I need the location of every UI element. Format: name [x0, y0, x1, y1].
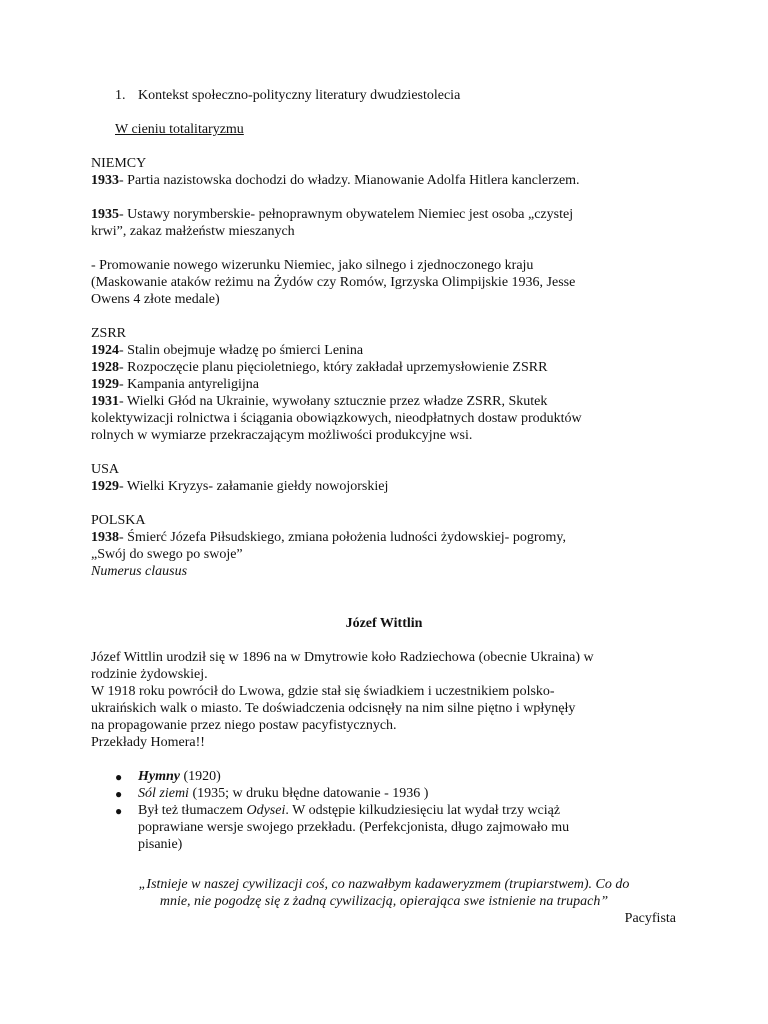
event-year: 1935 — [91, 207, 119, 222]
section-subtitle: W cieniu totalitaryzmu — [115, 122, 244, 137]
event-text: - Wielki Kryzys- załamanie giełdy nowojorskiej — [119, 479, 389, 494]
numerus-clausus: Numerus clausus — [91, 564, 188, 579]
list-item — [138, 768, 221, 785]
event-text: - Kampania antyreligijna — [119, 377, 259, 392]
list-text: Był też tłumaczem — [138, 803, 247, 818]
wittlin-title: Józef Wittlin — [345, 616, 423, 631]
country-label-usa: USA — [91, 462, 120, 477]
country-label-polska: POLSKA — [91, 513, 146, 528]
section-heading: Kontekst społeczno-polityczny literatury dwudziestolecia — [138, 88, 461, 103]
list-item — [138, 785, 428, 802]
event-text: - Stalin obejmuje władzę po śmierci Lenina — [119, 343, 364, 358]
event-line — [91, 529, 566, 546]
event-text: - Rozpoczęcie planu pięcioletniego, który zakładał uprzemysłowienie ZSRR — [119, 360, 548, 375]
work-title: Hymny — [138, 769, 180, 784]
event-line — [91, 376, 259, 393]
paragraph-line: ukraińskich walk o miasto. Te doświadczenia odcisnęły na nim silne piętno i wpłynęły — [91, 701, 576, 716]
work-date: (1935; w druku błędne datowanie - 1936 ) — [188, 786, 429, 801]
paragraph-line: - Promowanie nowego wizerunku Niemiec, jako silnego i zjednoczonego kraju — [91, 258, 534, 273]
paragraph-line: Józef Wittlin urodził się w 1896 na w Dmytrowie koło Radziechowa (obecnie Ukraina) w — [91, 650, 594, 665]
bullet-icon: ● — [115, 770, 123, 784]
event-text: „Swój do swego po swoje” — [91, 547, 243, 562]
paragraph-line: (Maskowanie ataków reżimu na Żydów czy Romów, Igrzyska Olimpijskie 1936, Jesse — [91, 275, 576, 290]
event-text: - Wielki Głód na Ukrainie, wywołany sztucznie przez władze ZSRR, Skutek — [119, 394, 548, 409]
bullet-icon: ● — [115, 787, 123, 801]
list-number: 1. — [115, 88, 126, 103]
paragraph-line: Przekłady Homera!! — [91, 735, 205, 750]
event-year: 1931 — [91, 394, 119, 409]
event-line — [91, 342, 363, 359]
event-year: 1929 — [91, 377, 119, 392]
list-text: pisanie) — [138, 837, 183, 852]
event-text: - Ustawy norymberskie- pełnoprawnym obywatelem Niemiec jest osoba „czystej — [119, 207, 574, 222]
event-line — [91, 359, 547, 376]
list-item — [138, 802, 560, 819]
event-line — [91, 478, 388, 495]
event-line — [91, 393, 547, 410]
quote-line: mnie, nie pogodzę się z żadną cywilizacją, opierająca swe istnienie na trupach” — [159, 894, 609, 909]
paragraph-line: W 1918 roku powrócił do Lwowa, gdzie stał się świadkiem i uczestnikiem polsko- — [91, 684, 555, 699]
quote-signature: Pacyfista — [624, 911, 676, 926]
event-line — [91, 206, 573, 223]
paragraph-line: Owens 4 złote medale) — [91, 292, 220, 307]
work-title: Odysei — [246, 803, 286, 818]
event-year: 1928 — [91, 360, 119, 375]
list-text: . W odstępie kilkudziesięciu lat wydał trzy wciąż — [285, 803, 561, 818]
country-label-niemcy: NIEMCY — [91, 156, 147, 171]
event-year: 1929 — [91, 479, 119, 494]
event-text: - Śmierć Józefa Piłsudskiego, zmiana położenia ludności żydowskiej- pogromy, — [119, 530, 566, 545]
event-year: 1938 — [91, 530, 119, 545]
event-year: 1924 — [91, 343, 119, 358]
paragraph-line: rodzinie żydowskiej. — [91, 667, 208, 682]
country-label-zsrr: ZSRR — [91, 326, 127, 341]
event-text: - Partia nazistowska dochodzi do władzy. Mianowanie Adolfa Hitlera kanclerzem. — [119, 173, 580, 188]
bullet-icon: ● — [115, 804, 123, 818]
quote-line: „Istnieje w naszej cywilizacji coś, co nazwałbym kadaweryzmem (trupiarstwem). Co do — [138, 877, 630, 892]
work-title: Sól ziemi — [138, 786, 189, 801]
event-year: 1933 — [91, 173, 119, 188]
work-date: (1920) — [180, 769, 221, 784]
event-text: kolektywizacji rolnictwa i ściągania obowiązkowych, nieodpłatnych dostaw produktów — [91, 411, 582, 426]
paragraph-line: na propagowanie przez niego postaw pacyfistycznych. — [91, 718, 397, 733]
event-text: krwi”, zakaz małżeństw mieszanych — [91, 224, 295, 239]
event-text: rolnych w wymiarze przekraczającym możliwości produkcyjne wsi. — [91, 428, 473, 443]
event-line — [91, 172, 580, 189]
list-text: poprawiane wersje swojego przekładu. (Perfekcjonista, długo zajmowało mu — [138, 820, 570, 835]
